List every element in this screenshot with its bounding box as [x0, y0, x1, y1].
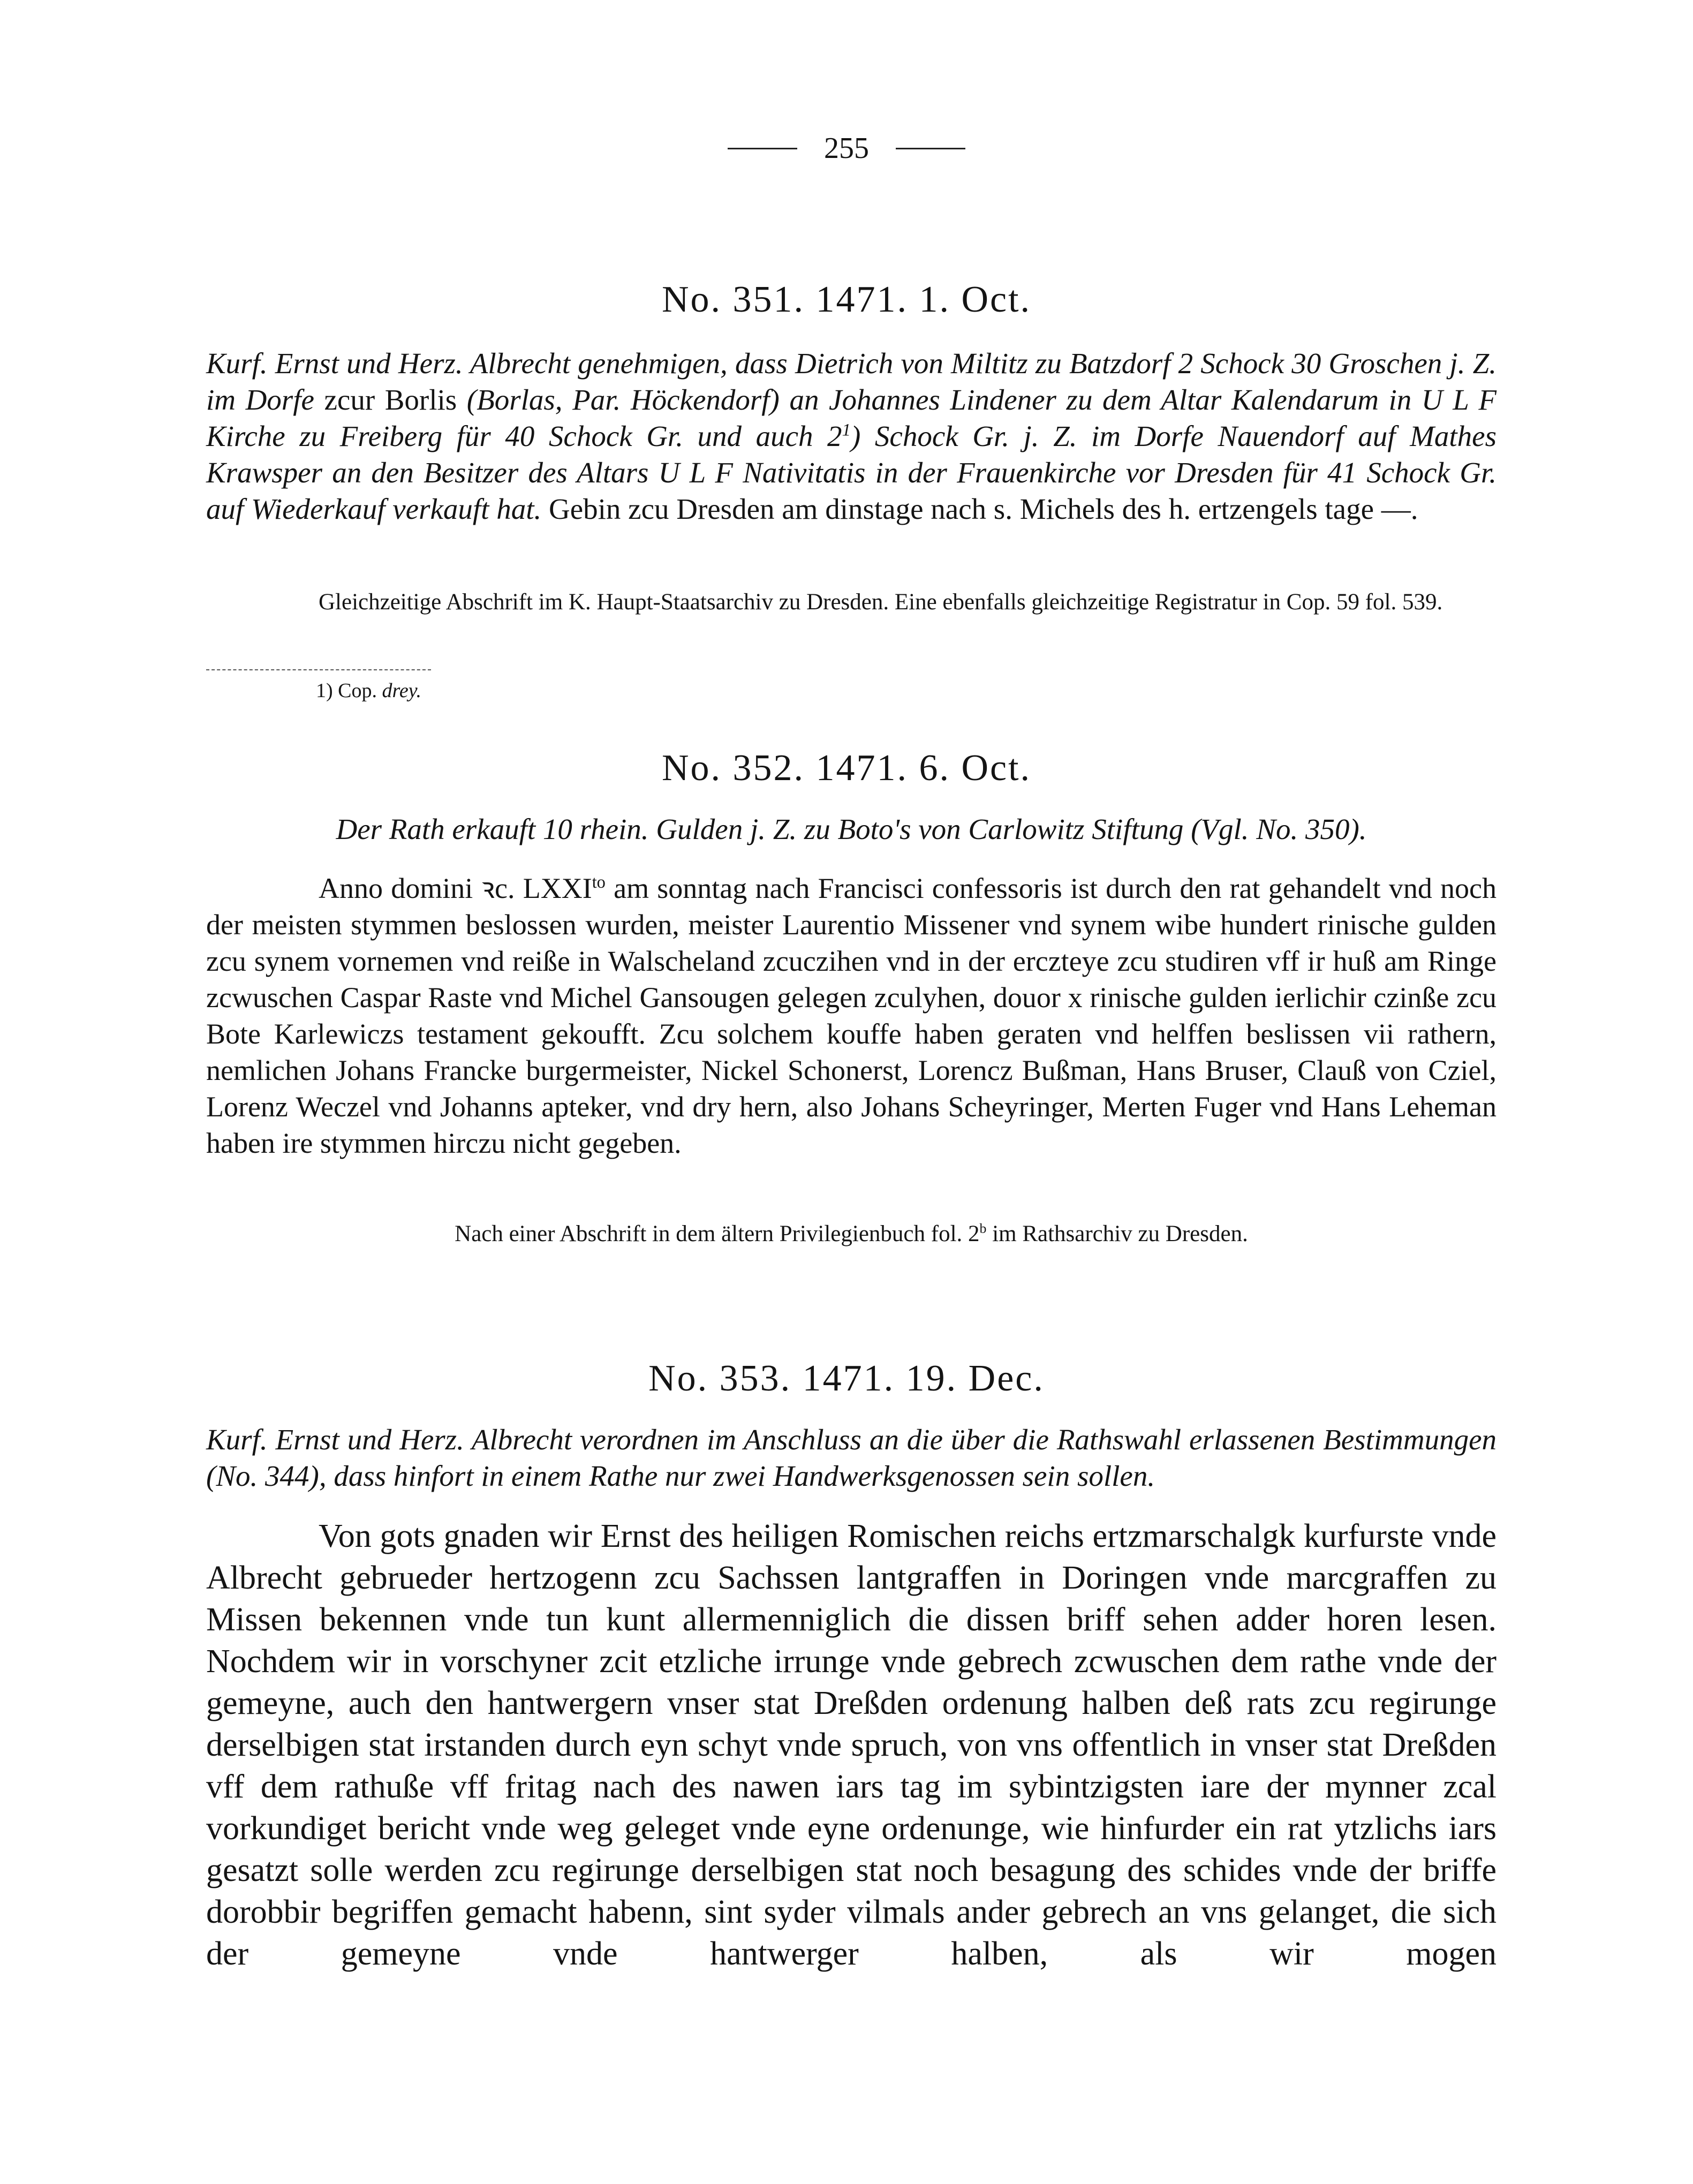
source-part: Nach einer Abschrift in dem ältern Privilegienbuch fol. 2 [455, 1221, 980, 1246]
page-number: 255 [824, 132, 869, 165]
entry-352-source-block [206, 1218, 1497, 1250]
footnote-label: 1) Cop. [316, 679, 382, 702]
entry-352-body-block [206, 870, 1497, 1161]
body-part: am sonntag nach Francisci confessoris ist durch den rat gehandelt vnd noch der meisten stymmen beslossen wurden, meister Laurentio Missener vnd synem wibe hundert rinische gulden zcu synem vornemen vnd reiße in Walscheland zcuczihen vnd in der erczteye zcu studiren vff ir huß am Ringe zcwuschen Caspar Raste vnd Michel Gansougen gelegen zculyhen, douor x rinische gulden ierlichir czinße zcu Bote Karlewiczs testament gekoufft. Zcu solchem kouffe haben geraten vnd helffen beslissen vii rathern, nemlichen Johans Francke burgermeister, Nickel Schonerst, Lorencz Bußman, Hans Bruser, Clauß von Cziel, Lorenz Weczel vnd Johanns apteker, vnd dry hern, also Johans Scheyringer, Merten Fuger vnd Hans Leheman haben ire stymmen hirczu nicht gegeben. [206, 872, 1497, 1159]
entry-353-regest-block [206, 1422, 1497, 1494]
entry-353-title: No. 353. 1471. 19. Dec. [648, 1358, 1045, 1399]
entry-351-regest [206, 345, 1497, 527]
body-part: Anno domini ꝛc. LXXI [319, 872, 592, 904]
page-header [0, 131, 1693, 165]
source-part: im Rathsarchiv zu Dresden. [986, 1221, 1248, 1246]
footnote-text: drey. [382, 679, 422, 702]
header-rule-right [896, 148, 965, 149]
footnote-rule [206, 669, 431, 670]
footnote-marker: 1 [842, 420, 851, 440]
entry-351-source-block [206, 586, 1497, 618]
regest-part: (Borlas, Par. Höckendorf) an Johannes Lindener zu dem Altar Kalendarum in U L F Kirche zu Freiberg für 40 Schock Gr. und auch 2 [206, 383, 1497, 452]
entry-352-body [206, 870, 1497, 1161]
dating-clause: Gebin zcu Dresden am dinstage nach s. Michels des h. ertzengels tage —. [541, 493, 1418, 525]
regest-part: Kurf. Ernst und Herz. Albrecht genehmigen, dass Dietrich von Miltitz zu Batzdorf 2 Schock 30 Groschen j. Z. im Dorfe [206, 347, 1497, 416]
entry-352-regest-block [206, 811, 1497, 848]
footnote-1 [316, 679, 421, 702]
body-superscript: to [592, 873, 606, 892]
entry-351-source: Gleichzeitige Abschrift im K. Haupt-Staatsarchiv zu Dresden. Eine ebenfalls gleichzeitige Registratur in Cop. 59 fol. 539. [319, 590, 1443, 615]
header-rule-left [728, 148, 797, 149]
regest-part-upright: zcur Borlis [324, 383, 457, 416]
entry-352-source [206, 1218, 1497, 1250]
entry-353-body-block [206, 1515, 1497, 1975]
entry-352-regest: Der Rath erkauft 10 rhein. Gulden j. Z. zu Boto's von Carlowitz Stiftung (Vgl. No. 350). [336, 813, 1367, 845]
entry-353-body: Von gots gnaden wir Ernst des heiligen Romischen reichs ertzmarschalgk kurfurste vnde Albrecht gebrueder hertzogenn zcu Sachssen lantgraffen in Doringen vnde marcgraffen zu Missen bekennen vnde tun kunt allermenniglich die dissen briff sehen adder horen lesen. Nochdem wir in vorschyner zcit etzliche irrunge vnde gebrech zcwuschen dem rathe vnde der gemeyne, auch den hantwergern vnser stat Dreßden ordenung halben deß rats zcu regirunge derselbigen stat irstanden durch eyn schyt vnde spruch, von vns offentlich in vnser stat Dreßden vff dem rathuße vff fritag nach des nawen iars tag im sybintzigsten iare der mynner zcal vorkundiget bericht vnde weg geleget vnde eyne ordenunge, wie hinfurder ein rat ytzlichs iars gesatzt solle werden zcu regirunge derselbigen stat noch besagung des schides vnde der briffe dorobbir begriffen gemacht habenn, sint syder vilmals ander gebrech an vns gelanget, die sich der gemeyne vnde hantwerger halben, als wir mogen [206, 1518, 1497, 1972]
entry-351-title: No. 351. 1471. 1. Oct. [661, 279, 1032, 320]
entry-353-regest: Kurf. Ernst und Herz. Albrecht verordnen im Anschluss an die über die Rathswahl erlassenen Bestimmungen (No. 344), dass hinfort in einem Rathe nur zwei Handwerksgenossen sein sollen. [206, 1423, 1497, 1492]
entry-351-regest-block [206, 345, 1497, 527]
source-superscript: b [979, 1220, 987, 1236]
entry-352-title: No. 352. 1471. 6. Oct. [661, 747, 1032, 789]
regest-part: ) Schock Gr. j. Z. im Dorfe Nauendorf auf Mathes Krawsper an den Besitzer des Altars U L F Nativitatis in der Frauenkirche vor Dresden für 41 Schock Gr. auf Wiederkauf verkauft hat. [206, 420, 1497, 525]
